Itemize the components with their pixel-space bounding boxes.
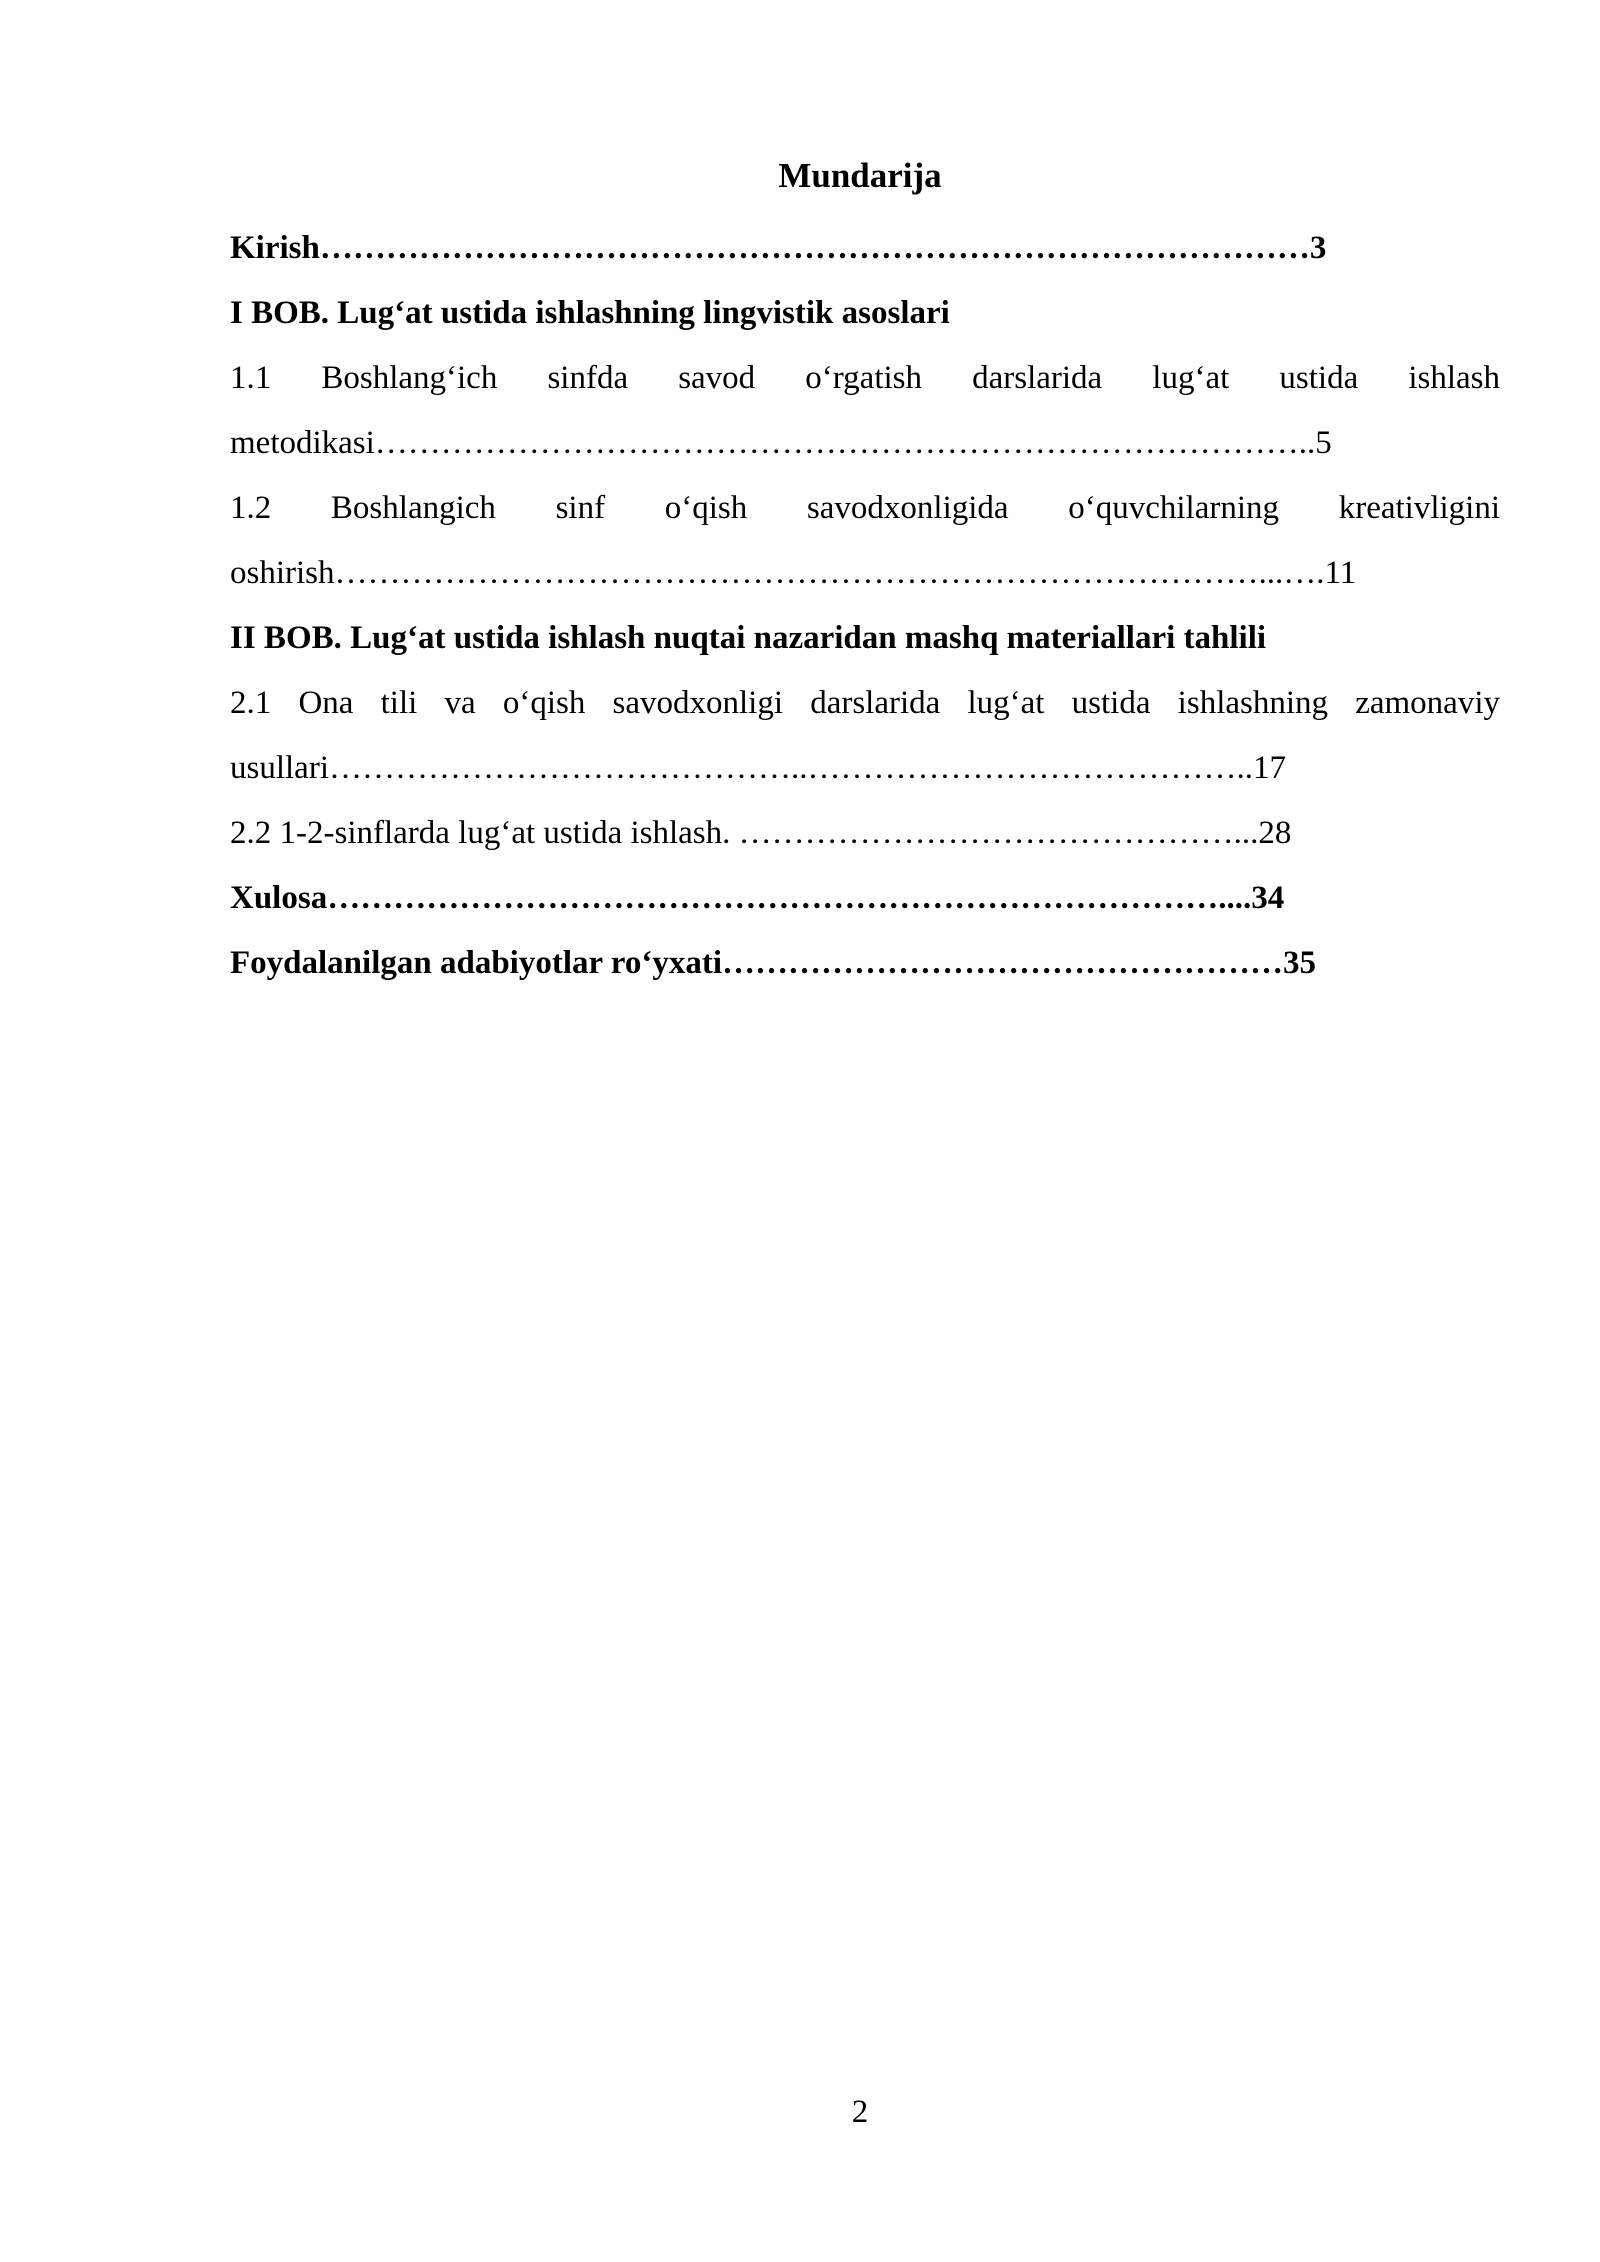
toc-item: Xulosa………………………………………………………………………....34 (230, 880, 1285, 916)
toc-item: I BOB. Lug‘at ustida ishlashning lingvistik asoslari (230, 295, 950, 331)
toc-item: metodikasi…………………………………………………………………………..5 (230, 425, 1332, 461)
page-number: 2 (851, 2094, 869, 2130)
toc-item: oshirish…………………………………………………………………………...….11 (230, 555, 1357, 591)
toc-item: Foydalanilgan adabiyotlar ro‘yxati……………………………………………35 (230, 945, 1317, 981)
toc-item: 2.1 Ona tili va o‘qish savodxonligi darslarida lug‘at ustida ishlashning zamonaviy (230, 685, 1500, 721)
toc-item: usullari……………………………………..…………………………………..17 (230, 750, 1286, 786)
toc-item: II BOB. Lug‘at ustida ishlash nuqtai nazaridan mashq materiallari tahlili (230, 620, 1267, 656)
toc-item: 1.2 Boshlangich sinf o‘qish savodxonligida o‘quvchilarning kreativligini (230, 490, 1500, 526)
toc-item: Kirish………………………………………………………………………………3 (230, 230, 1327, 266)
toc-item: 1.1 Boshlang‘ich sinfda savod o‘rgatish darslarida lug‘at ustida ishlash (230, 360, 1500, 396)
page-title: Mundarija (778, 156, 942, 195)
table-of-contents (230, 216, 1500, 996)
toc-item: 2.2 1-2-sinflarda lug‘at ustida ishlash. ………………………………………...28 (230, 815, 1292, 851)
